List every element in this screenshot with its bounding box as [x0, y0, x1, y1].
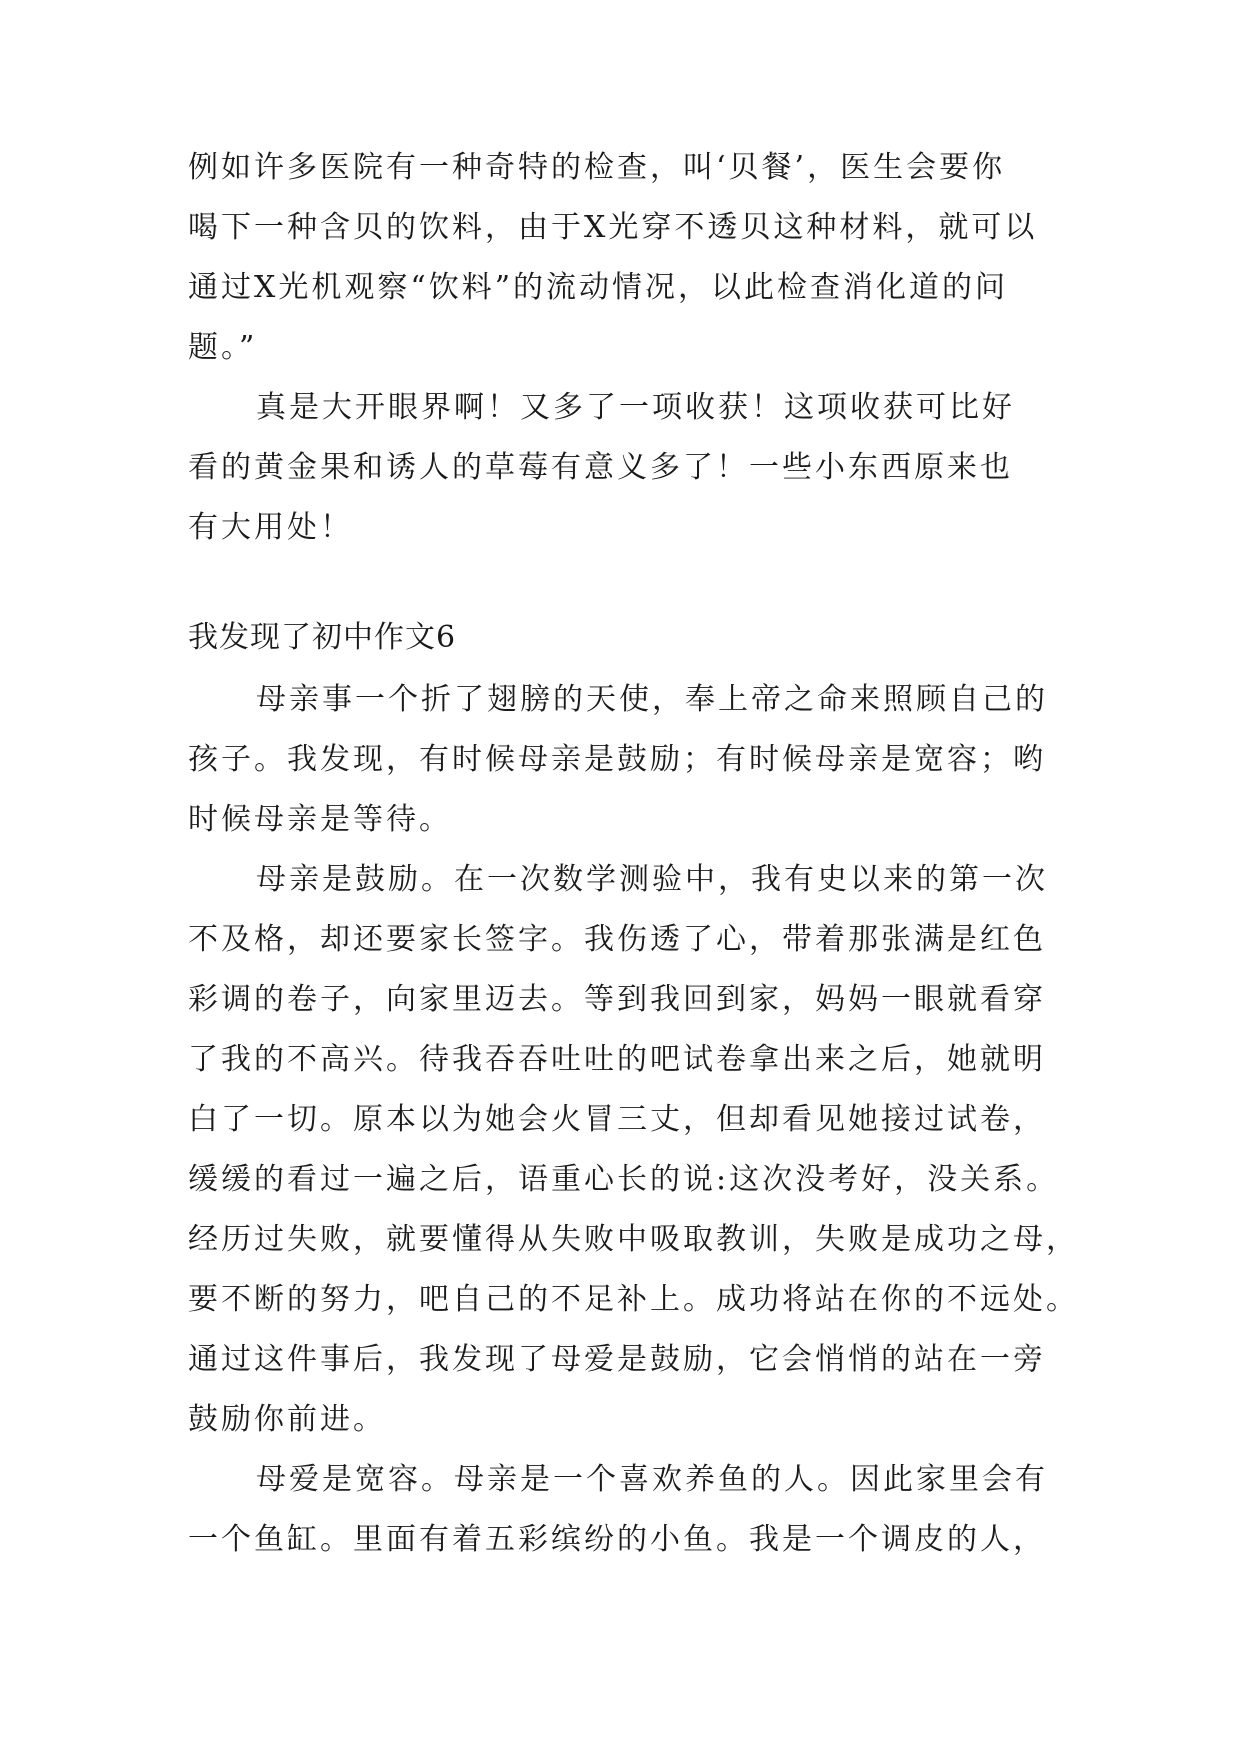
- text-line: 母亲是鼓励。在一次数学测验中，我有史以来的第一次: [256, 862, 1048, 897]
- text-line: 一个鱼缸。里面有着五彩缤纷的小鱼。我是一个调皮的人，: [188, 1522, 1046, 1557]
- text-line: 母爱是宽容。母亲是一个喜欢养鱼的人。因此家里会有: [256, 1462, 1048, 1497]
- text-line: 母亲事一个折了翅膀的天使，奉上帝之命来照顾自己的: [256, 682, 1048, 717]
- text-line: 了我的不高兴。待我吞吞吐吐的吧试卷拿出来之后，她就明: [188, 1042, 1046, 1077]
- text-line: 通过这件事后，我发现了母爱是鼓励，它会悄悄的站在一旁: [188, 1342, 1046, 1377]
- text-line: 例如许多医院有一种奇特的检查，叫‘贝餐’，医生会要你: [188, 150, 1006, 185]
- text-line: 真是大开眼界啊！又多了一项收获！这项收获可比好: [256, 390, 1015, 425]
- text-line: 通过X光机观察“饮料”的流动情况，以此检查消化道的问: [188, 270, 1009, 305]
- text-line: 有大用处！: [188, 510, 353, 545]
- text-line: 要不断的努力，吧自己的不足补上。成功将站在你的不远处。: [188, 1282, 1079, 1317]
- text-line: 白了一切。原本以为她会火冒三丈，但却看见她接过试卷，: [188, 1102, 1046, 1137]
- text-line: 时候母亲是等待。: [188, 802, 452, 837]
- text-line: 鼓励你前进。: [188, 1402, 386, 1437]
- text-line: 孩子。我发现，有时候母亲是鼓励；有时候母亲是宽容；哟: [188, 742, 1046, 777]
- text-line: 喝下一种含贝的饮料，由于X光穿不透贝这种材料，就可以: [188, 210, 1038, 245]
- text-line: 彩调的卷子，向家里迈去。等到我回到家，妈妈一眼就看穿: [188, 982, 1046, 1017]
- text-line: 缓缓的看过一遍之后，语重心长的说:这次没考好，没关系。: [188, 1162, 1060, 1197]
- section-heading: 我发现了初中作文6: [188, 620, 457, 655]
- text-line: 题。”: [188, 330, 258, 365]
- text-line: 看的黄金果和诱人的草莓有意义多了！一些小东西原来也: [188, 450, 1013, 485]
- text-line: 经历过失败，就要懂得从失败中吸取教训，失败是成功之母，: [188, 1222, 1079, 1257]
- text-line: 不及格，却还要家长签字。我伤透了心，带着那张满是红色: [188, 922, 1046, 957]
